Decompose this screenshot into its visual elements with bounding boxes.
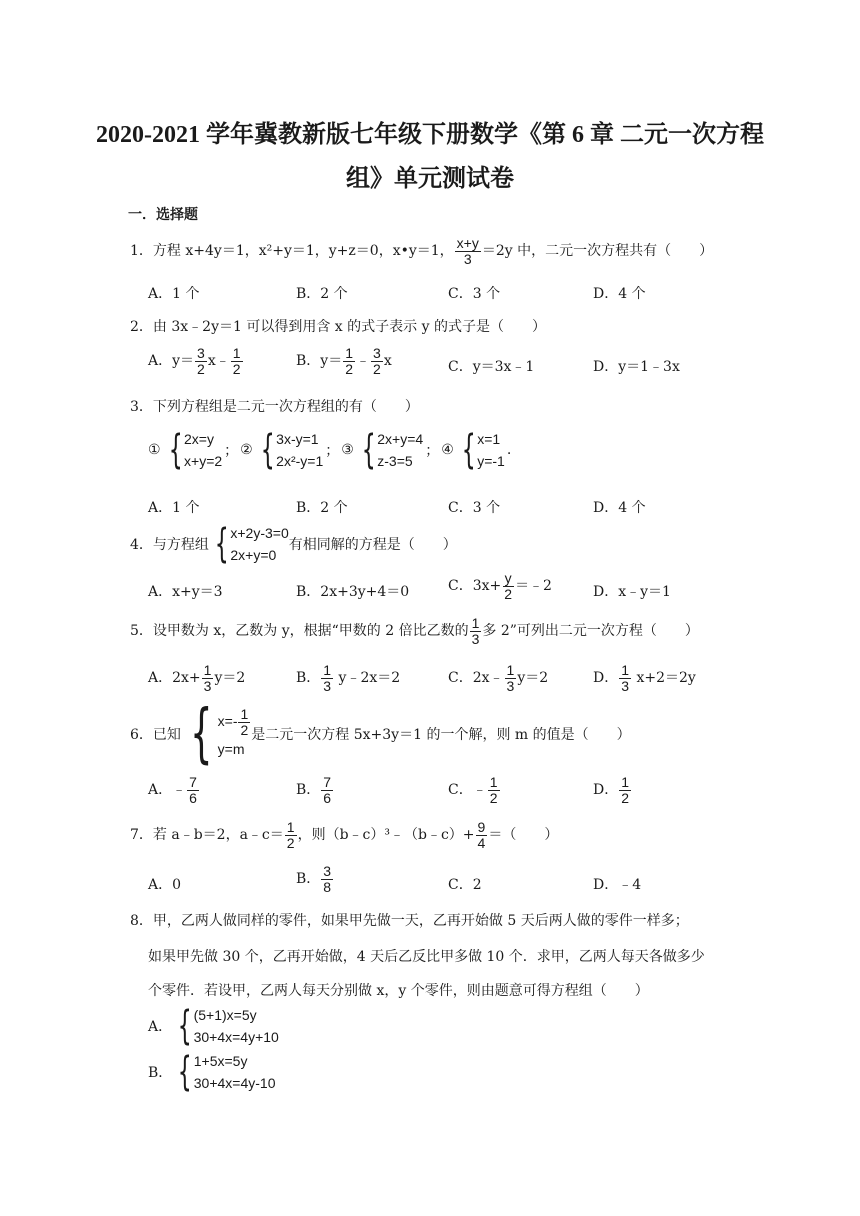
question-6: 6． 已知 { x=- $\frac{1}{2}$ y=m 是二元一次方程 5x+3y＝1 的一个解，则 m 的值是（ ）	[130, 697, 631, 771]
equation-system: { 2x=y x+y=2	[168, 427, 223, 473]
question-8-line-3: 个零件．若设甲，乙两人每天分别做 x，y 个零件，则由题意可得方程组（ ）	[148, 983, 649, 999]
option-d[interactable]: D．y＝1﹣3x	[593, 359, 680, 375]
option-d[interactable]: D．4 个	[593, 500, 646, 516]
option-d[interactable]: D． $\frac{1}{3}$ x+2＝2y	[593, 662, 696, 694]
question-4: 4． 与方程组 { x+2y-3=0 2x+y=0 有相同解的方程是（ ）	[130, 521, 457, 567]
option-b[interactable]: B． $\frac{1}{3}$ y﹣2x＝2	[296, 662, 401, 694]
option-c[interactable]: C．3 个	[448, 500, 501, 516]
option-b[interactable]: B． $\frac{3}{8}$	[296, 863, 332, 895]
option-b[interactable]: B．2x+3y+4＝0	[296, 584, 410, 600]
option-b[interactable]: B．2 个	[296, 286, 348, 302]
question-2: 2．由 3x﹣2y＝1 可以得到用含 x 的式子表示 y 的式子是（ ）	[130, 319, 546, 335]
equation-system: { 2x+y=4 z-3=5	[361, 427, 424, 473]
option-a[interactable]: A．1 个	[148, 500, 200, 516]
option-a[interactable]: A．﹣ $\frac{7}{6}$	[148, 774, 197, 806]
equation-system: { x+2y-3=0 2x+y=0	[214, 521, 289, 567]
option-b[interactable]: B． { 1+5x=5y 30+4x=4y-10	[148, 1049, 276, 1095]
option-d[interactable]: D． $\frac{1}{2}$	[593, 774, 630, 806]
question-8-line-1: 8．甲，乙两人做同样的零件，如果甲先做一天，乙再开始做 5 天后两人做的零件一样多；	[130, 913, 689, 929]
systems-row: ① { 2x=y x+y=2 ； ② { 3x-y=1 2x²-y=1 ； ③ { 2x+y=4 z-3=5 ； ④ { x=1 y=-1 .	[148, 427, 512, 473]
question-8-line-2: 如果甲先做 30 个，乙再开始做，4 天后乙反比甲多做 10 个．求甲，乙两人每天各做多少	[148, 949, 705, 965]
option-c[interactable]: C．3 个	[448, 286, 501, 302]
option-b[interactable]: B．y＝ $\frac{1}{2}$ ﹣ $\frac{3}{2}$ x	[296, 345, 392, 377]
title-line-2: 组》单元测试卷	[346, 166, 514, 192]
option-b[interactable]: B． $\frac{7}{6}$	[296, 774, 332, 806]
option-d[interactable]: D．x﹣y＝1	[593, 584, 671, 600]
option-a[interactable]: A．x+y＝3	[148, 584, 223, 600]
equation-system: { x=- $\frac{1}{2}$ y=m	[190, 697, 249, 771]
option-c[interactable]: C．2x﹣ $\frac{1}{3}$ y＝2	[448, 662, 549, 694]
option-c[interactable]: C．﹣ $\frac{1}{2}$	[448, 774, 498, 806]
option-d[interactable]: D．4 个	[593, 286, 646, 302]
option-d[interactable]: D．﹣4	[593, 877, 642, 893]
option-a[interactable]: A．1 个	[148, 286, 200, 302]
question-3: 3．下列方程组是二元一次方程组的有（ ）	[130, 399, 419, 415]
option-c[interactable]: C．3x+ $\frac{y}{2}$ ＝﹣2	[448, 570, 552, 602]
option-a[interactable]: A．2x+ $\frac{1}{3}$ y＝2	[148, 662, 246, 694]
option-c[interactable]: C．y＝3x﹣1	[448, 359, 535, 375]
option-a[interactable]: A．y＝ $\frac{3}{2}$ x﹣ $\frac{1}{2}$	[148, 345, 241, 377]
option-a[interactable]: A． { (5+1)x=5y 30+4x=4y+10	[148, 1003, 279, 1049]
question-7: 7．若 a﹣b＝2，a﹣c＝ $\frac{1}{2}$ ，则（b﹣c）³﹣（b﹣c）+ $\frac{9}{4}$ ＝（ ）	[130, 819, 559, 851]
question-1: 1．方程 x+4y＝1，x²+y＝1，y+z＝0，x•y＝1， $\frac{x+y}{3}$ ＝2y 中，二元一次方程共有（ ）	[130, 235, 714, 267]
section-heading: 一．选择题	[128, 207, 198, 223]
equation-system: { 3x-y=1 2x²-y=1	[260, 427, 324, 473]
option-b[interactable]: B．2 个	[296, 500, 348, 516]
fraction: $\frac{x+y}{3}$	[456, 235, 479, 267]
option-a[interactable]: A．0	[148, 877, 182, 893]
equation-system: { x=1 y=-1	[461, 427, 505, 473]
question-5: 5．设甲数为 x，乙数为 y，根据“甲数的 2 倍比乙数的 $\frac{1}{3}$ 多 2”可列出二元一次方程（ ）	[130, 615, 699, 647]
title-line-1: 2020-2021 学年冀教新版七年级下册数学《第 6 章 二元一次方程	[96, 122, 764, 148]
option-c[interactable]: C．2	[448, 877, 482, 893]
